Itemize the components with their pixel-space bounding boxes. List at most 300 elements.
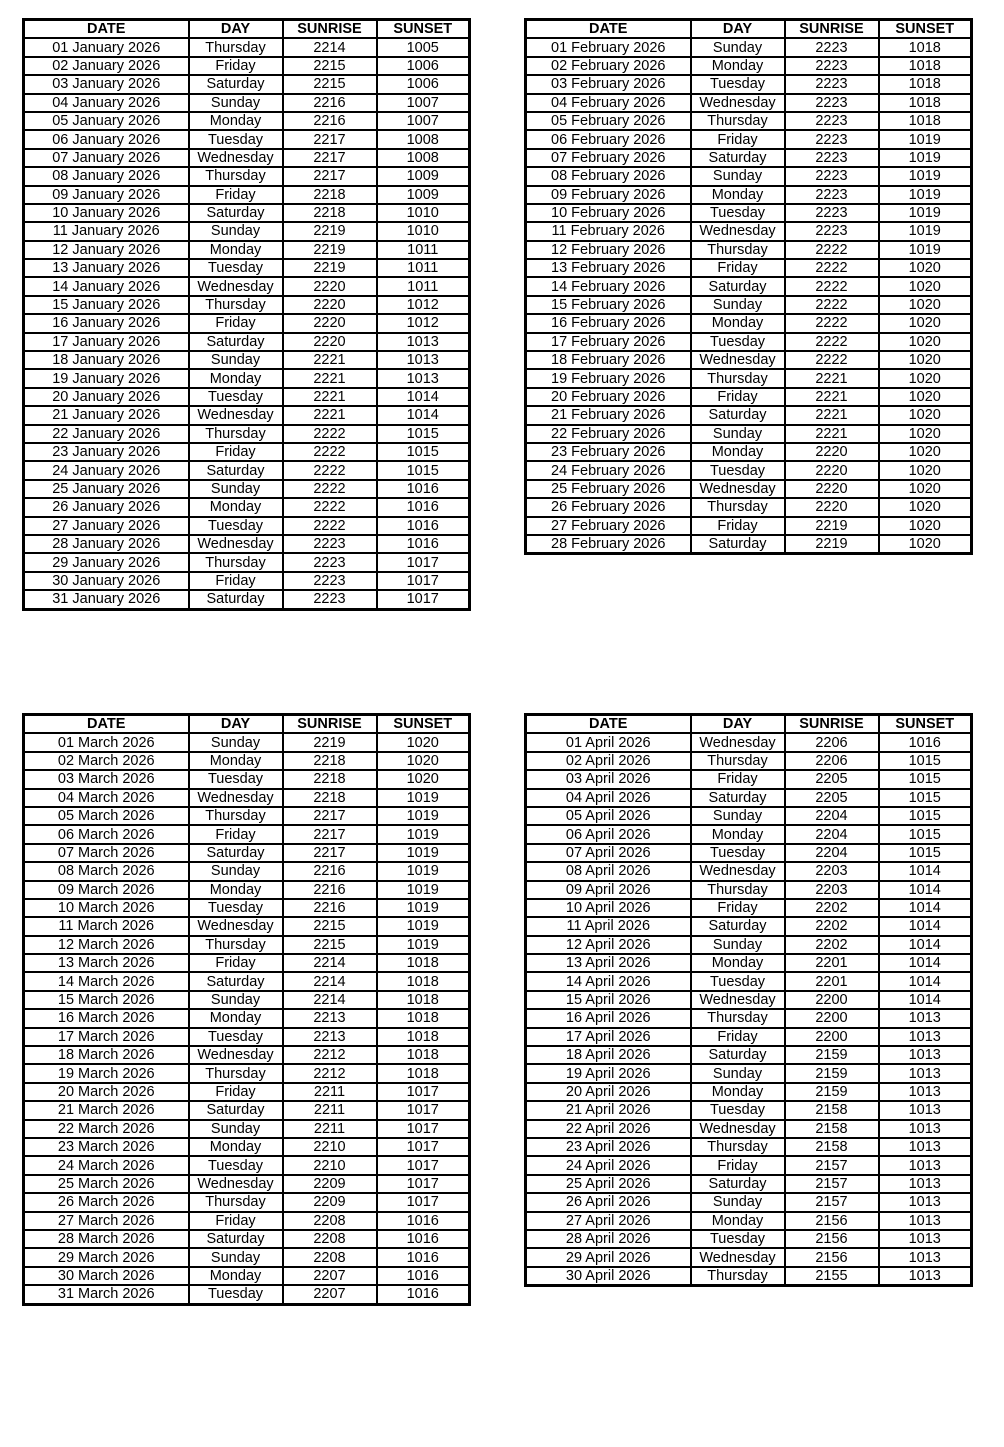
day-cell: Wednesday <box>189 535 283 553</box>
sunset-cell: 1017 <box>377 1175 470 1193</box>
date-cell: 07 February 2026 <box>526 149 691 167</box>
date-cell: 27 April 2026 <box>526 1212 691 1230</box>
date-cell: 30 March 2026 <box>24 1267 189 1285</box>
table-row <box>526 57 972 75</box>
sunrise-cell: 2200 <box>785 1028 879 1046</box>
sunrise-cell: 2212 <box>283 1064 377 1082</box>
table-row <box>24 1267 470 1285</box>
sunrise-cell: 2222 <box>785 314 879 332</box>
date-cell: 03 January 2026 <box>24 75 189 93</box>
date-cell: 12 January 2026 <box>24 241 189 259</box>
sunrise-cell: 2200 <box>785 991 879 1009</box>
date-cell: 22 April 2026 <box>526 1120 691 1138</box>
sunrise-cell: 2157 <box>785 1193 879 1211</box>
sunset-cell: 1013 <box>377 369 470 387</box>
day-cell: Thursday <box>691 1138 785 1156</box>
date-cell: 15 February 2026 <box>526 296 691 314</box>
table-row <box>526 277 972 295</box>
sunset-cell: 1019 <box>377 844 470 862</box>
sunset-cell: 1020 <box>879 498 972 516</box>
sunset-cell: 1018 <box>377 972 470 990</box>
table-april <box>524 713 973 1287</box>
header-day: DAY <box>691 20 785 39</box>
day-cell: Monday <box>189 1267 283 1285</box>
sunrise-cell: 2214 <box>283 991 377 1009</box>
sunrise-cell: 2206 <box>785 733 879 751</box>
sunrise-cell: 2205 <box>785 770 879 788</box>
sunrise-cell: 2222 <box>283 480 377 498</box>
sunrise-cell: 2222 <box>785 333 879 351</box>
date-cell: 17 April 2026 <box>526 1028 691 1046</box>
sunrise-cell: 2207 <box>283 1285 377 1304</box>
sunset-cell: 1020 <box>879 461 972 479</box>
sunset-cell: 1013 <box>879 1230 972 1248</box>
date-cell: 02 April 2026 <box>526 752 691 770</box>
sunset-cell: 1013 <box>879 1175 972 1193</box>
sunrise-cell: 2216 <box>283 862 377 880</box>
sunset-cell: 1009 <box>377 186 470 204</box>
day-cell: Saturday <box>189 972 283 990</box>
date-cell: 08 February 2026 <box>526 167 691 185</box>
day-cell: Thursday <box>189 936 283 954</box>
sunrise-cell: 2216 <box>283 899 377 917</box>
sunrise-cell: 2212 <box>283 1046 377 1064</box>
sunrise-cell: 2201 <box>785 954 879 972</box>
day-cell: Tuesday <box>691 972 785 990</box>
table-row <box>24 1193 470 1211</box>
sunset-cell: 1019 <box>377 807 470 825</box>
sunrise-cell: 2213 <box>283 1009 377 1027</box>
date-cell: 20 April 2026 <box>526 1083 691 1101</box>
sunset-cell: 1017 <box>377 1101 470 1119</box>
table-january <box>22 18 471 611</box>
sunset-cell: 1017 <box>377 1083 470 1101</box>
day-cell: Saturday <box>691 789 785 807</box>
table-row <box>24 1248 470 1266</box>
sunset-cell: 1016 <box>377 1212 470 1230</box>
day-cell: Tuesday <box>189 899 283 917</box>
table-row <box>526 480 972 498</box>
sunset-cell: 1015 <box>377 425 470 443</box>
header-sunrise: SUNRISE <box>785 715 879 734</box>
sunrise-cell: 2223 <box>283 572 377 590</box>
sunrise-cell: 2211 <box>283 1120 377 1138</box>
date-cell: 05 February 2026 <box>526 112 691 130</box>
date-cell: 16 March 2026 <box>24 1009 189 1027</box>
table-row <box>526 259 972 277</box>
table-row <box>526 425 972 443</box>
date-cell: 14 February 2026 <box>526 277 691 295</box>
sunset-cell: 1018 <box>377 1028 470 1046</box>
day-cell: Sunday <box>189 1248 283 1266</box>
sunset-cell: 1010 <box>377 222 470 240</box>
sunrise-cell: 2157 <box>785 1156 879 1174</box>
day-cell: Tuesday <box>189 1156 283 1174</box>
day-cell: Wednesday <box>189 1046 283 1064</box>
table-row <box>24 314 470 332</box>
table-row <box>526 733 972 751</box>
sunrise-cell: 2206 <box>785 752 879 770</box>
sunset-cell: 1018 <box>377 1064 470 1082</box>
sunrise-cell: 2209 <box>283 1175 377 1193</box>
header-sunset: SUNSET <box>879 20 972 39</box>
day-cell: Saturday <box>189 1101 283 1119</box>
day-cell: Sunday <box>691 38 785 56</box>
day-cell: Friday <box>691 770 785 788</box>
sunrise-cell: 2223 <box>785 186 879 204</box>
table-row <box>24 972 470 990</box>
date-cell: 15 March 2026 <box>24 991 189 1009</box>
sunrise-cell: 2217 <box>283 149 377 167</box>
sunset-cell: 1011 <box>377 259 470 277</box>
table-row <box>24 535 470 553</box>
table-row <box>24 1083 470 1101</box>
date-cell: 01 March 2026 <box>24 733 189 751</box>
date-cell: 19 January 2026 <box>24 369 189 387</box>
date-cell: 10 January 2026 <box>24 204 189 222</box>
sunset-cell: 1020 <box>879 388 972 406</box>
day-cell: Saturday <box>189 75 283 93</box>
table-row <box>526 881 972 899</box>
date-cell: 17 February 2026 <box>526 333 691 351</box>
table-row <box>24 351 470 369</box>
sunrise-cell: 2222 <box>785 296 879 314</box>
sunrise-cell: 2222 <box>785 259 879 277</box>
table-row <box>24 1028 470 1046</box>
sunset-cell: 1012 <box>377 296 470 314</box>
date-cell: 25 January 2026 <box>24 480 189 498</box>
sunset-cell: 1020 <box>879 517 972 535</box>
day-cell: Wednesday <box>691 733 785 751</box>
sunset-cell: 1014 <box>879 954 972 972</box>
sunset-cell: 1007 <box>377 94 470 112</box>
sunrise-cell: 2159 <box>785 1083 879 1101</box>
sunrise-cell: 2204 <box>785 825 879 843</box>
sunset-cell: 1018 <box>879 38 972 56</box>
table-row <box>526 1175 972 1193</box>
sunrise-cell: 2218 <box>283 186 377 204</box>
day-cell: Friday <box>691 1028 785 1046</box>
sunrise-cell: 2216 <box>283 881 377 899</box>
table-row <box>526 75 972 93</box>
sunrise-cell: 2221 <box>785 369 879 387</box>
day-cell: Wednesday <box>691 991 785 1009</box>
date-cell: 20 February 2026 <box>526 388 691 406</box>
date-cell: 24 April 2026 <box>526 1156 691 1174</box>
day-cell: Monday <box>189 241 283 259</box>
day-cell: Sunday <box>691 1064 785 1082</box>
table-row <box>24 789 470 807</box>
day-cell: Wednesday <box>189 277 283 295</box>
sunset-cell: 1020 <box>879 314 972 332</box>
sunset-cell: 1011 <box>377 241 470 259</box>
day-cell: Monday <box>189 881 283 899</box>
day-cell: Thursday <box>189 1193 283 1211</box>
day-cell: Sunday <box>189 733 283 751</box>
sunset-cell: 1019 <box>377 936 470 954</box>
header-sunrise: SUNRISE <box>283 20 377 39</box>
sunset-cell: 1020 <box>879 296 972 314</box>
day-cell: Tuesday <box>691 461 785 479</box>
header-sunset: SUNSET <box>377 20 470 39</box>
sunset-cell: 1020 <box>879 369 972 387</box>
day-cell: Saturday <box>691 149 785 167</box>
sunset-cell: 1016 <box>377 517 470 535</box>
sunrise-cell: 2217 <box>283 807 377 825</box>
sunset-cell: 1019 <box>879 186 972 204</box>
date-cell: 21 February 2026 <box>526 406 691 424</box>
table-row <box>24 94 470 112</box>
day-cell: Wednesday <box>691 222 785 240</box>
table-row <box>526 443 972 461</box>
table-row <box>24 1230 470 1248</box>
sunset-cell: 1015 <box>879 825 972 843</box>
day-cell: Tuesday <box>189 259 283 277</box>
date-cell: 29 March 2026 <box>24 1248 189 1266</box>
date-cell: 23 March 2026 <box>24 1138 189 1156</box>
header-day: DAY <box>189 20 283 39</box>
date-cell: 04 March 2026 <box>24 789 189 807</box>
sunrise-cell: 2222 <box>283 517 377 535</box>
sunset-cell: 1014 <box>879 899 972 917</box>
table-row <box>24 259 470 277</box>
sunrise-cell: 2223 <box>785 57 879 75</box>
date-cell: 13 April 2026 <box>526 954 691 972</box>
sunrise-cell: 2223 <box>785 222 879 240</box>
table-row <box>24 572 470 590</box>
day-cell: Saturday <box>189 333 283 351</box>
day-cell: Tuesday <box>189 388 283 406</box>
table-row <box>24 333 470 351</box>
header-sunset: SUNSET <box>879 715 972 734</box>
sunset-cell: 1020 <box>377 752 470 770</box>
day-cell: Tuesday <box>691 1101 785 1119</box>
table-row <box>526 1156 972 1174</box>
day-cell: Monday <box>691 825 785 843</box>
sunrise-cell: 2217 <box>283 825 377 843</box>
date-cell: 29 April 2026 <box>526 1248 691 1266</box>
day-cell: Wednesday <box>691 1120 785 1138</box>
sunrise-cell: 2220 <box>785 443 879 461</box>
sunset-cell: 1013 <box>879 1212 972 1230</box>
header-date: DATE <box>24 715 189 734</box>
date-cell: 12 April 2026 <box>526 936 691 954</box>
sunset-cell: 1013 <box>879 1009 972 1027</box>
sunrise-cell: 2218 <box>283 204 377 222</box>
header-sunrise: SUNRISE <box>785 20 879 39</box>
table-row <box>526 1212 972 1230</box>
date-cell: 21 March 2026 <box>24 1101 189 1119</box>
day-cell: Sunday <box>691 167 785 185</box>
sunset-cell: 1013 <box>879 1101 972 1119</box>
day-cell: Thursday <box>691 112 785 130</box>
sunset-cell: 1016 <box>377 1285 470 1304</box>
day-cell: Saturday <box>691 406 785 424</box>
sunrise-cell: 2221 <box>283 388 377 406</box>
table-row <box>526 112 972 130</box>
day-cell: Tuesday <box>189 770 283 788</box>
sunrise-cell: 2202 <box>785 899 879 917</box>
table-row <box>24 917 470 935</box>
date-cell: 11 January 2026 <box>24 222 189 240</box>
sunrise-cell: 2156 <box>785 1230 879 1248</box>
date-cell: 08 April 2026 <box>526 862 691 880</box>
table-row <box>526 498 972 516</box>
sunrise-cell: 2205 <box>785 789 879 807</box>
sunrise-cell: 2223 <box>785 75 879 93</box>
day-cell: Tuesday <box>691 333 785 351</box>
sunrise-cell: 2216 <box>283 94 377 112</box>
date-cell: 09 February 2026 <box>526 186 691 204</box>
day-cell: Friday <box>691 517 785 535</box>
sunrise-cell: 2222 <box>785 241 879 259</box>
date-cell: 26 April 2026 <box>526 1193 691 1211</box>
date-cell: 04 January 2026 <box>24 94 189 112</box>
day-cell: Thursday <box>691 881 785 899</box>
sunrise-cell: 2158 <box>785 1101 879 1119</box>
sunrise-cell: 2207 <box>283 1267 377 1285</box>
table-row <box>526 461 972 479</box>
sunrise-cell: 2200 <box>785 1009 879 1027</box>
sunrise-cell: 2220 <box>785 480 879 498</box>
sunrise-cell: 2220 <box>283 296 377 314</box>
date-cell: 21 January 2026 <box>24 406 189 424</box>
day-cell: Thursday <box>691 498 785 516</box>
date-cell: 09 April 2026 <box>526 881 691 899</box>
date-cell: 14 March 2026 <box>24 972 189 990</box>
day-cell: Saturday <box>189 461 283 479</box>
table-row <box>24 167 470 185</box>
sunset-cell: 1010 <box>377 204 470 222</box>
day-cell: Wednesday <box>189 789 283 807</box>
date-cell: 06 March 2026 <box>24 825 189 843</box>
sunrise-cell: 2158 <box>785 1120 879 1138</box>
sunrise-cell: 2223 <box>785 204 879 222</box>
sunrise-cell: 2223 <box>785 149 879 167</box>
sunset-cell: 1020 <box>879 535 972 554</box>
day-cell: Friday <box>189 314 283 332</box>
sunset-cell: 1015 <box>879 844 972 862</box>
day-cell: Thursday <box>189 807 283 825</box>
sunset-cell: 1014 <box>879 936 972 954</box>
sunset-cell: 1015 <box>377 443 470 461</box>
date-cell: 02 January 2026 <box>24 57 189 75</box>
sunset-cell: 1017 <box>377 1120 470 1138</box>
header-row <box>24 715 470 734</box>
day-cell: Thursday <box>189 425 283 443</box>
day-cell: Wednesday <box>691 1248 785 1266</box>
sunset-cell: 1014 <box>377 406 470 424</box>
sunset-cell: 1005 <box>377 38 470 56</box>
day-cell: Monday <box>691 57 785 75</box>
sunset-cell: 1019 <box>879 241 972 259</box>
sunrise-cell: 2223 <box>785 94 879 112</box>
date-cell: 19 April 2026 <box>526 1064 691 1082</box>
day-cell: Wednesday <box>189 149 283 167</box>
table-row <box>526 1101 972 1119</box>
table-row <box>526 1248 972 1266</box>
sunset-cell: 1007 <box>377 112 470 130</box>
sunset-cell: 1015 <box>879 770 972 788</box>
sunrise-cell: 2217 <box>283 130 377 148</box>
sunset-cell: 1018 <box>879 94 972 112</box>
table-row <box>24 1064 470 1082</box>
date-cell: 27 February 2026 <box>526 517 691 535</box>
sunset-cell: 1017 <box>377 572 470 590</box>
date-cell: 23 February 2026 <box>526 443 691 461</box>
sunset-cell: 1013 <box>879 1193 972 1211</box>
day-cell: Saturday <box>691 277 785 295</box>
date-cell: 14 April 2026 <box>526 972 691 990</box>
sunrise-cell: 2221 <box>283 351 377 369</box>
date-cell: 31 March 2026 <box>24 1285 189 1304</box>
date-cell: 11 February 2026 <box>526 222 691 240</box>
table-february <box>524 18 973 555</box>
date-cell: 18 January 2026 <box>24 351 189 369</box>
table-row <box>526 296 972 314</box>
sunrise-cell: 2202 <box>785 917 879 935</box>
date-cell: 04 February 2026 <box>526 94 691 112</box>
day-cell: Monday <box>189 1138 283 1156</box>
day-cell: Friday <box>691 1156 785 1174</box>
day-cell: Saturday <box>691 1046 785 1064</box>
sunset-cell: 1019 <box>377 862 470 880</box>
date-cell: 16 January 2026 <box>24 314 189 332</box>
sunset-cell: 1014 <box>879 917 972 935</box>
table-row <box>526 351 972 369</box>
day-cell: Monday <box>189 498 283 516</box>
sunset-cell: 1018 <box>377 1009 470 1027</box>
sunset-cell: 1013 <box>879 1267 972 1286</box>
sunrise-cell: 2223 <box>785 38 879 56</box>
date-cell: 07 April 2026 <box>526 844 691 862</box>
day-cell: Sunday <box>189 862 283 880</box>
table-row <box>24 149 470 167</box>
sunset-cell: 1020 <box>879 333 972 351</box>
sunset-cell: 1020 <box>377 733 470 751</box>
sunrise-cell: 2215 <box>283 917 377 935</box>
day-cell: Wednesday <box>189 917 283 935</box>
date-cell: 28 January 2026 <box>24 535 189 553</box>
day-cell: Sunday <box>691 807 785 825</box>
day-cell: Wednesday <box>691 351 785 369</box>
date-cell: 06 February 2026 <box>526 130 691 148</box>
sunset-cell: 1018 <box>377 954 470 972</box>
table-row <box>526 186 972 204</box>
day-cell: Saturday <box>189 204 283 222</box>
sunset-cell: 1018 <box>377 991 470 1009</box>
date-cell: 05 March 2026 <box>24 807 189 825</box>
day-cell: Sunday <box>691 1193 785 1211</box>
table-row <box>24 443 470 461</box>
sunrise-cell: 2218 <box>283 752 377 770</box>
table-row <box>526 1064 972 1082</box>
sunset-cell: 1020 <box>879 277 972 295</box>
date-cell: 08 March 2026 <box>24 862 189 880</box>
table-row <box>24 553 470 571</box>
day-cell: Sunday <box>189 1120 283 1138</box>
sunset-cell: 1014 <box>879 881 972 899</box>
day-cell: Friday <box>189 954 283 972</box>
table-row <box>24 1212 470 1230</box>
table-row <box>526 954 972 972</box>
date-cell: 29 January 2026 <box>24 553 189 571</box>
sunrise-cell: 2220 <box>785 498 879 516</box>
table-row <box>24 186 470 204</box>
sunset-cell: 1020 <box>879 259 972 277</box>
sunset-cell: 1008 <box>377 130 470 148</box>
day-cell: Saturday <box>691 1175 785 1193</box>
